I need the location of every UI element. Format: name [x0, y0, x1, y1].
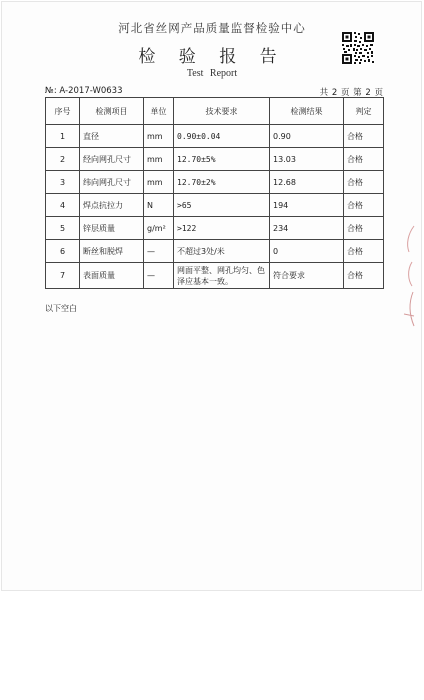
unit: mm [144, 171, 174, 194]
requirement: 12.70±2% [174, 171, 270, 194]
requirement: >122 [174, 217, 270, 240]
table-row [46, 263, 384, 289]
column-header: 单位 [144, 98, 174, 125]
test-item: 纬向网孔尺寸 [80, 171, 144, 194]
table-row [46, 171, 384, 194]
table-row [46, 194, 384, 217]
result: 符合要求 [270, 263, 344, 289]
row-number: 7 [46, 263, 80, 289]
table-row [46, 148, 384, 171]
column-header: 判定 [344, 98, 384, 125]
row-number: 5 [46, 217, 80, 240]
test-item: 经向网孔尺寸 [80, 148, 144, 171]
unit: mm [144, 148, 174, 171]
test-item: 焊点抗拉力 [80, 194, 144, 217]
red-stamp-edge-mark [400, 222, 418, 332]
test-item: 断丝和脱焊 [80, 240, 144, 263]
verdict: 合格 [344, 125, 384, 148]
result: 0 [270, 240, 344, 263]
report-subtitle: Test Report [186, 68, 238, 79]
qr-code-icon [341, 31, 375, 65]
table-row [46, 240, 384, 263]
column-header: 技术要求 [174, 98, 270, 125]
verdict: 合格 [344, 171, 384, 194]
row-number: 6 [46, 240, 80, 263]
test-item: 锌层质量 [80, 217, 144, 240]
column-header: 检测结果 [270, 98, 344, 125]
report-title: 检 验 报 告 [138, 47, 286, 67]
row-number: 1 [46, 125, 80, 148]
row-number: 2 [46, 148, 80, 171]
result: 194 [270, 194, 344, 217]
requirement: 不超过3处/米 [174, 240, 270, 263]
requirement: 12.70±5% [174, 148, 270, 171]
table-header-row [46, 98, 384, 125]
test-item: 表面质量 [80, 263, 144, 289]
verdict: 合格 [344, 194, 384, 217]
page-info: 共 2 页 第 2 页 [319, 88, 383, 98]
verdict: 合格 [344, 240, 384, 263]
row-number: 4 [46, 194, 80, 217]
unit: mm [144, 125, 174, 148]
column-header: 检测项目 [80, 98, 144, 125]
table-row [46, 217, 384, 240]
unit: — [144, 263, 174, 289]
unit: g/m² [144, 217, 174, 240]
requirement: >65 [174, 194, 270, 217]
unit: N [144, 194, 174, 217]
result: 0.90 [270, 125, 344, 148]
row-number: 3 [46, 171, 80, 194]
report-number: №: A-2017-W0633 [45, 86, 123, 96]
organization-name: 河北省丝网产品质量监督检验中心 [118, 21, 306, 35]
verdict: 合格 [344, 217, 384, 240]
result: 13.03 [270, 148, 344, 171]
blank-below-note: 以下空白 [45, 304, 77, 313]
unit: — [144, 240, 174, 263]
result: 234 [270, 217, 344, 240]
table-row [46, 125, 384, 148]
requirement: 网面平整、网孔均匀、色泽应基本一致。 [174, 263, 270, 289]
test-item: 直径 [80, 125, 144, 148]
requirement: 0.90±0.04 [174, 125, 270, 148]
verdict: 合格 [344, 263, 384, 289]
results-table [45, 97, 384, 289]
column-header: 序号 [46, 98, 80, 125]
result: 12.68 [270, 171, 344, 194]
verdict: 合格 [344, 148, 384, 171]
